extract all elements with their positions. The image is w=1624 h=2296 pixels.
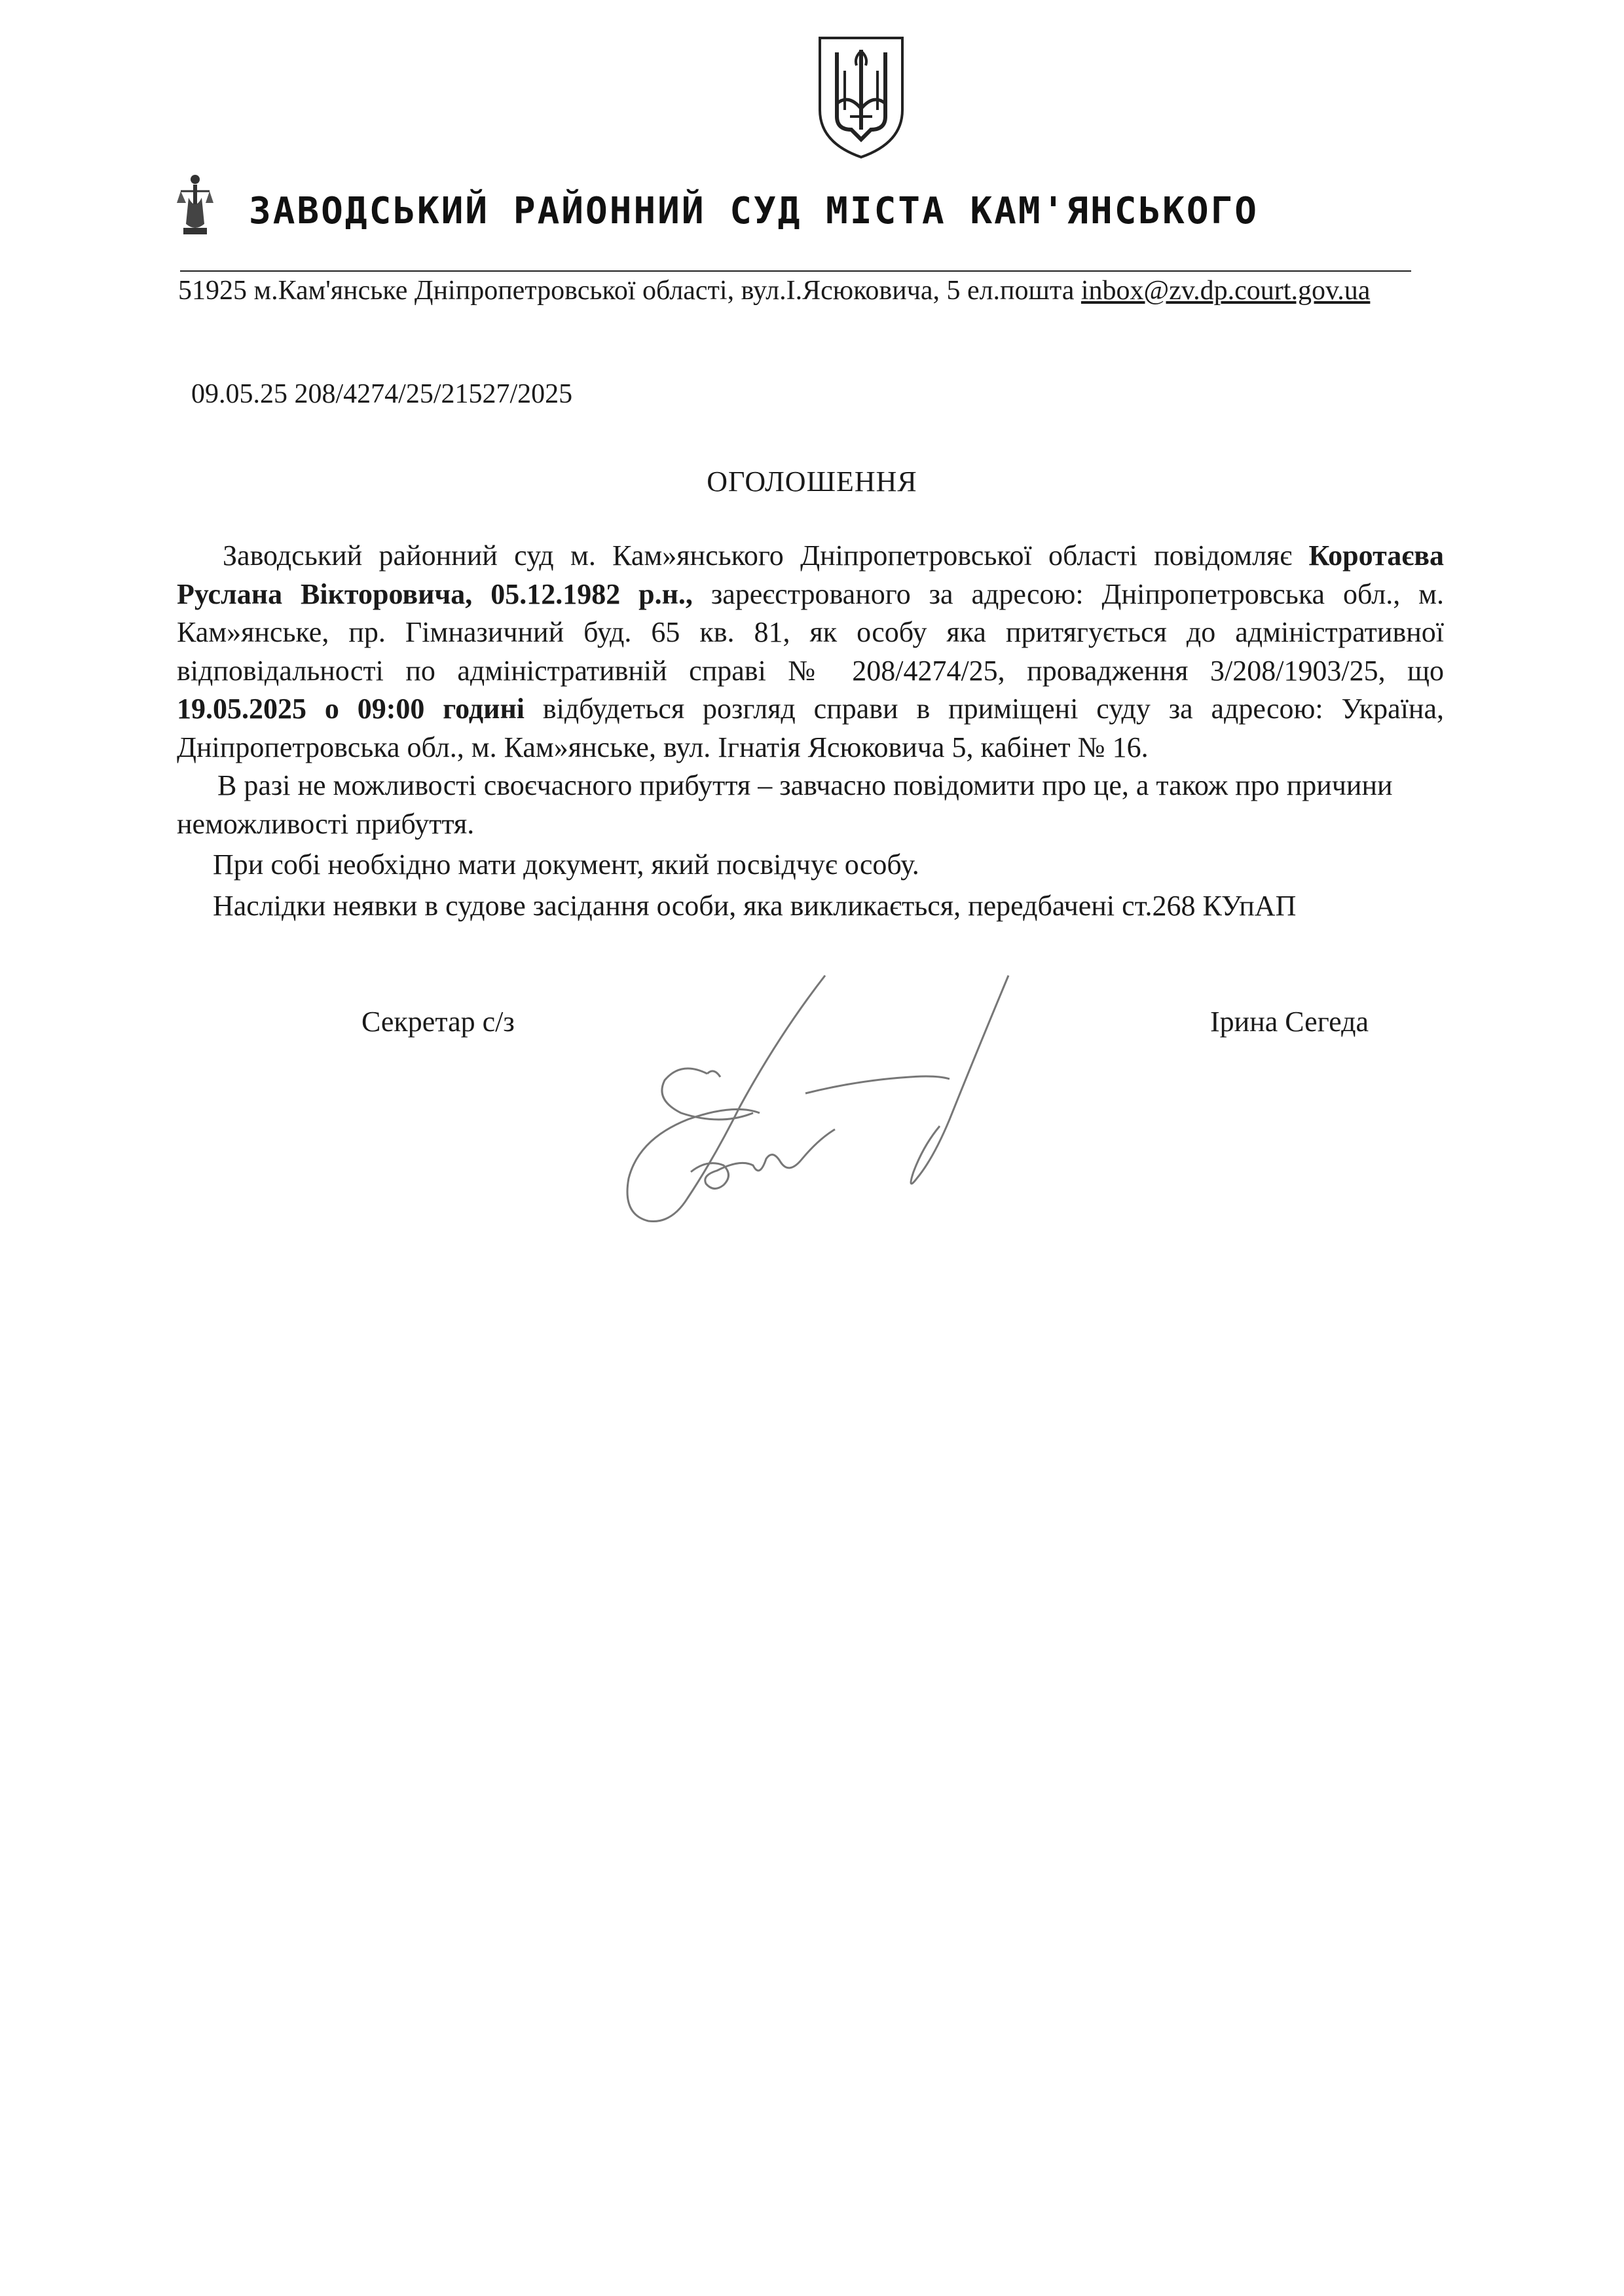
- defendant-name: Коротаєва Руслана Вікторовича, 05.12.1982 р.н.,: [177, 539, 1444, 610]
- announcement-paragraph-3: При собі необхідно мати документ, який посвідчує особу.: [213, 848, 919, 881]
- paragraph-text: Заводський районний суд м. Кам»янського Дніпропетровської області повідомляє: [223, 539, 1309, 572]
- announcement-paragraph-4: Наслідки неявки в судове засідання особи, яка викликається, передбачені ст.268 КУпАП: [213, 889, 1297, 922]
- secretary-role: Секретар с/з: [361, 1006, 515, 1038]
- announcement-paragraph-2: В разі не можливості своєчасного прибуття – завчасно повідомити про це, а також про причини неможливості прибуття.: [177, 769, 1393, 840]
- announcement-body: [177, 537, 1444, 925]
- themis-icon: [175, 172, 215, 237]
- handwritten-signature: [609, 962, 1028, 1250]
- registration-number: 208/4274/25/21527/2025: [294, 379, 573, 409]
- coat-of-arms-icon: [812, 31, 910, 162]
- registration-line: [191, 378, 572, 410]
- announcement-paragraph-1: [177, 537, 1444, 767]
- address-text: 51925 м.Кам'янське Дніпропетровської області, вул.І.Ясюковича, 5 ел.пошта: [178, 276, 1081, 306]
- paragraph-text: відбудеться розгляд справи в приміщені суду за адресою: Україна, Дніпропетровська обл., м. Кам»янське, вул. Ігнатія Ясюковича 5, кабінет № 16.: [177, 693, 1444, 763]
- court-name: ЗАВОДСЬКИЙ РАЙОННИЙ СУД МІСТА КАМ'ЯНСЬКОГО: [249, 190, 1259, 232]
- secretary-name: Ірина Сегеда: [1210, 1006, 1369, 1038]
- paragraph-text: зареєстрованого за адресою: Дніпропетровська обл., м. Кам»янське, пр. Гімназичний буд. 65 кв. 81, як особу яка притягується до адміністративної відповідальності по адміністративній справі № 208/4274/25, провадження 3/208/1903/25, що: [177, 577, 1444, 687]
- hearing-datetime: 19.05.2025 о 09:00 годині: [177, 693, 525, 725]
- court-email-link[interactable]: inbox@zv.dp.court.gov.ua: [1080, 276, 1371, 306]
- document-date: 09.05.25: [191, 379, 287, 409]
- document-title: ОГОЛОШЕННЯ: [707, 465, 917, 498]
- court-address: [178, 275, 1370, 306]
- header-divider: [180, 270, 1411, 272]
